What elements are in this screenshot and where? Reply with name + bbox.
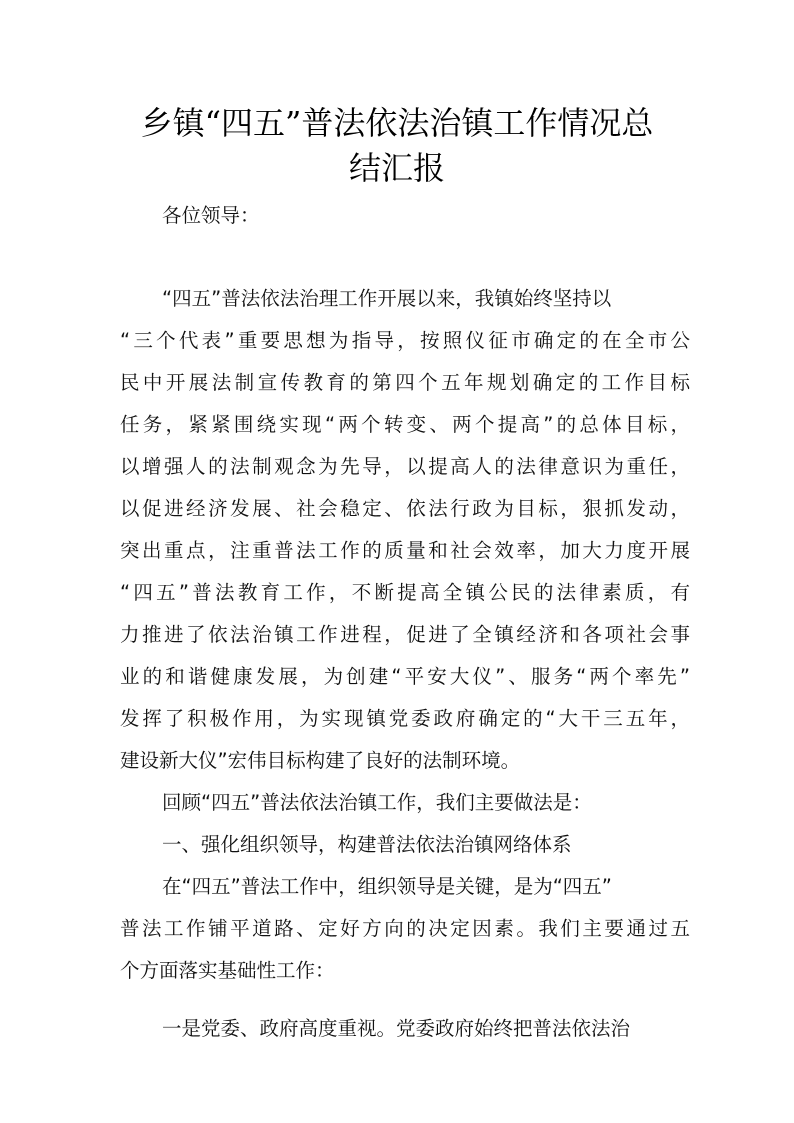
paragraph-3-line-3: 个方面落实基础性工作： bbox=[120, 959, 335, 982]
paragraph-1-line-8: “四五”普法教育工作，不断提高全镇公民的法律素质，有 bbox=[120, 581, 690, 604]
paragraph-1-line-5: 以增强人的法制观念为先导，以提高人的法律意识为重任， bbox=[120, 455, 690, 478]
paragraph-3-line-1: 在“四五”普法工作中，组织领导是关键，是为“四五” bbox=[162, 875, 612, 898]
paragraph-1-line-7: 突出重点，注重普法工作的质量和社会效率，加大力度开展 bbox=[120, 539, 690, 562]
paragraph-1-line-9: 力推进了依法治镇工作进程，促进了全镇经济和各项社会事 bbox=[120, 623, 690, 646]
paragraph-1-line-2: “三个代表”重要思想为指导，按照仪征市确定的在全市公 bbox=[120, 329, 690, 352]
paragraph-1-line-1: “四五”普法依法治理工作开展以来，我镇始终坚持以 bbox=[162, 287, 612, 310]
salutation: 各位领导： bbox=[162, 204, 260, 227]
paragraph-1-line-10: 业的和谐健康发展，为创建“平安大仪”、服务“两个率先” bbox=[120, 665, 690, 688]
document-title-line-1: 乡镇“四五”普法依法治镇工作情况总 bbox=[140, 104, 654, 142]
paragraph-1-line-3: 民中开展法制宣传教育的第四个五年规划确定的工作目标 bbox=[120, 371, 690, 394]
paragraph-1-line-11: 发挥了积极作用，为实现镇党委政府确定的“大干三五年， bbox=[120, 707, 690, 730]
paragraph-3-line-2: 普法工作铺平道路、定好方向的决定因素。我们主要通过五 bbox=[120, 917, 690, 940]
paragraph-1-line-12: 建设新大仪”宏伟目标构建了良好的法制环境。 bbox=[120, 749, 521, 772]
paragraph-1-line-6: 以促进经济发展、社会稳定、依法行政为目标，狠抓发动， bbox=[120, 497, 690, 520]
paragraph-4-line-1: 一是党委、政府高度重视。党委政府始终把普法依法治 bbox=[162, 1017, 631, 1040]
paragraph-1-line-4: 任务，紧紧围绕实现“两个转变、两个提高”的总体目标， bbox=[120, 413, 690, 436]
section-heading: 一、强化组织领导，构建普法依法治镇网络体系 bbox=[162, 833, 572, 856]
paragraph-2: 回顾“四五”普法依法治镇工作，我们主要做法是： bbox=[162, 791, 592, 814]
document-title-line-2: 结汇报 bbox=[348, 149, 445, 187]
